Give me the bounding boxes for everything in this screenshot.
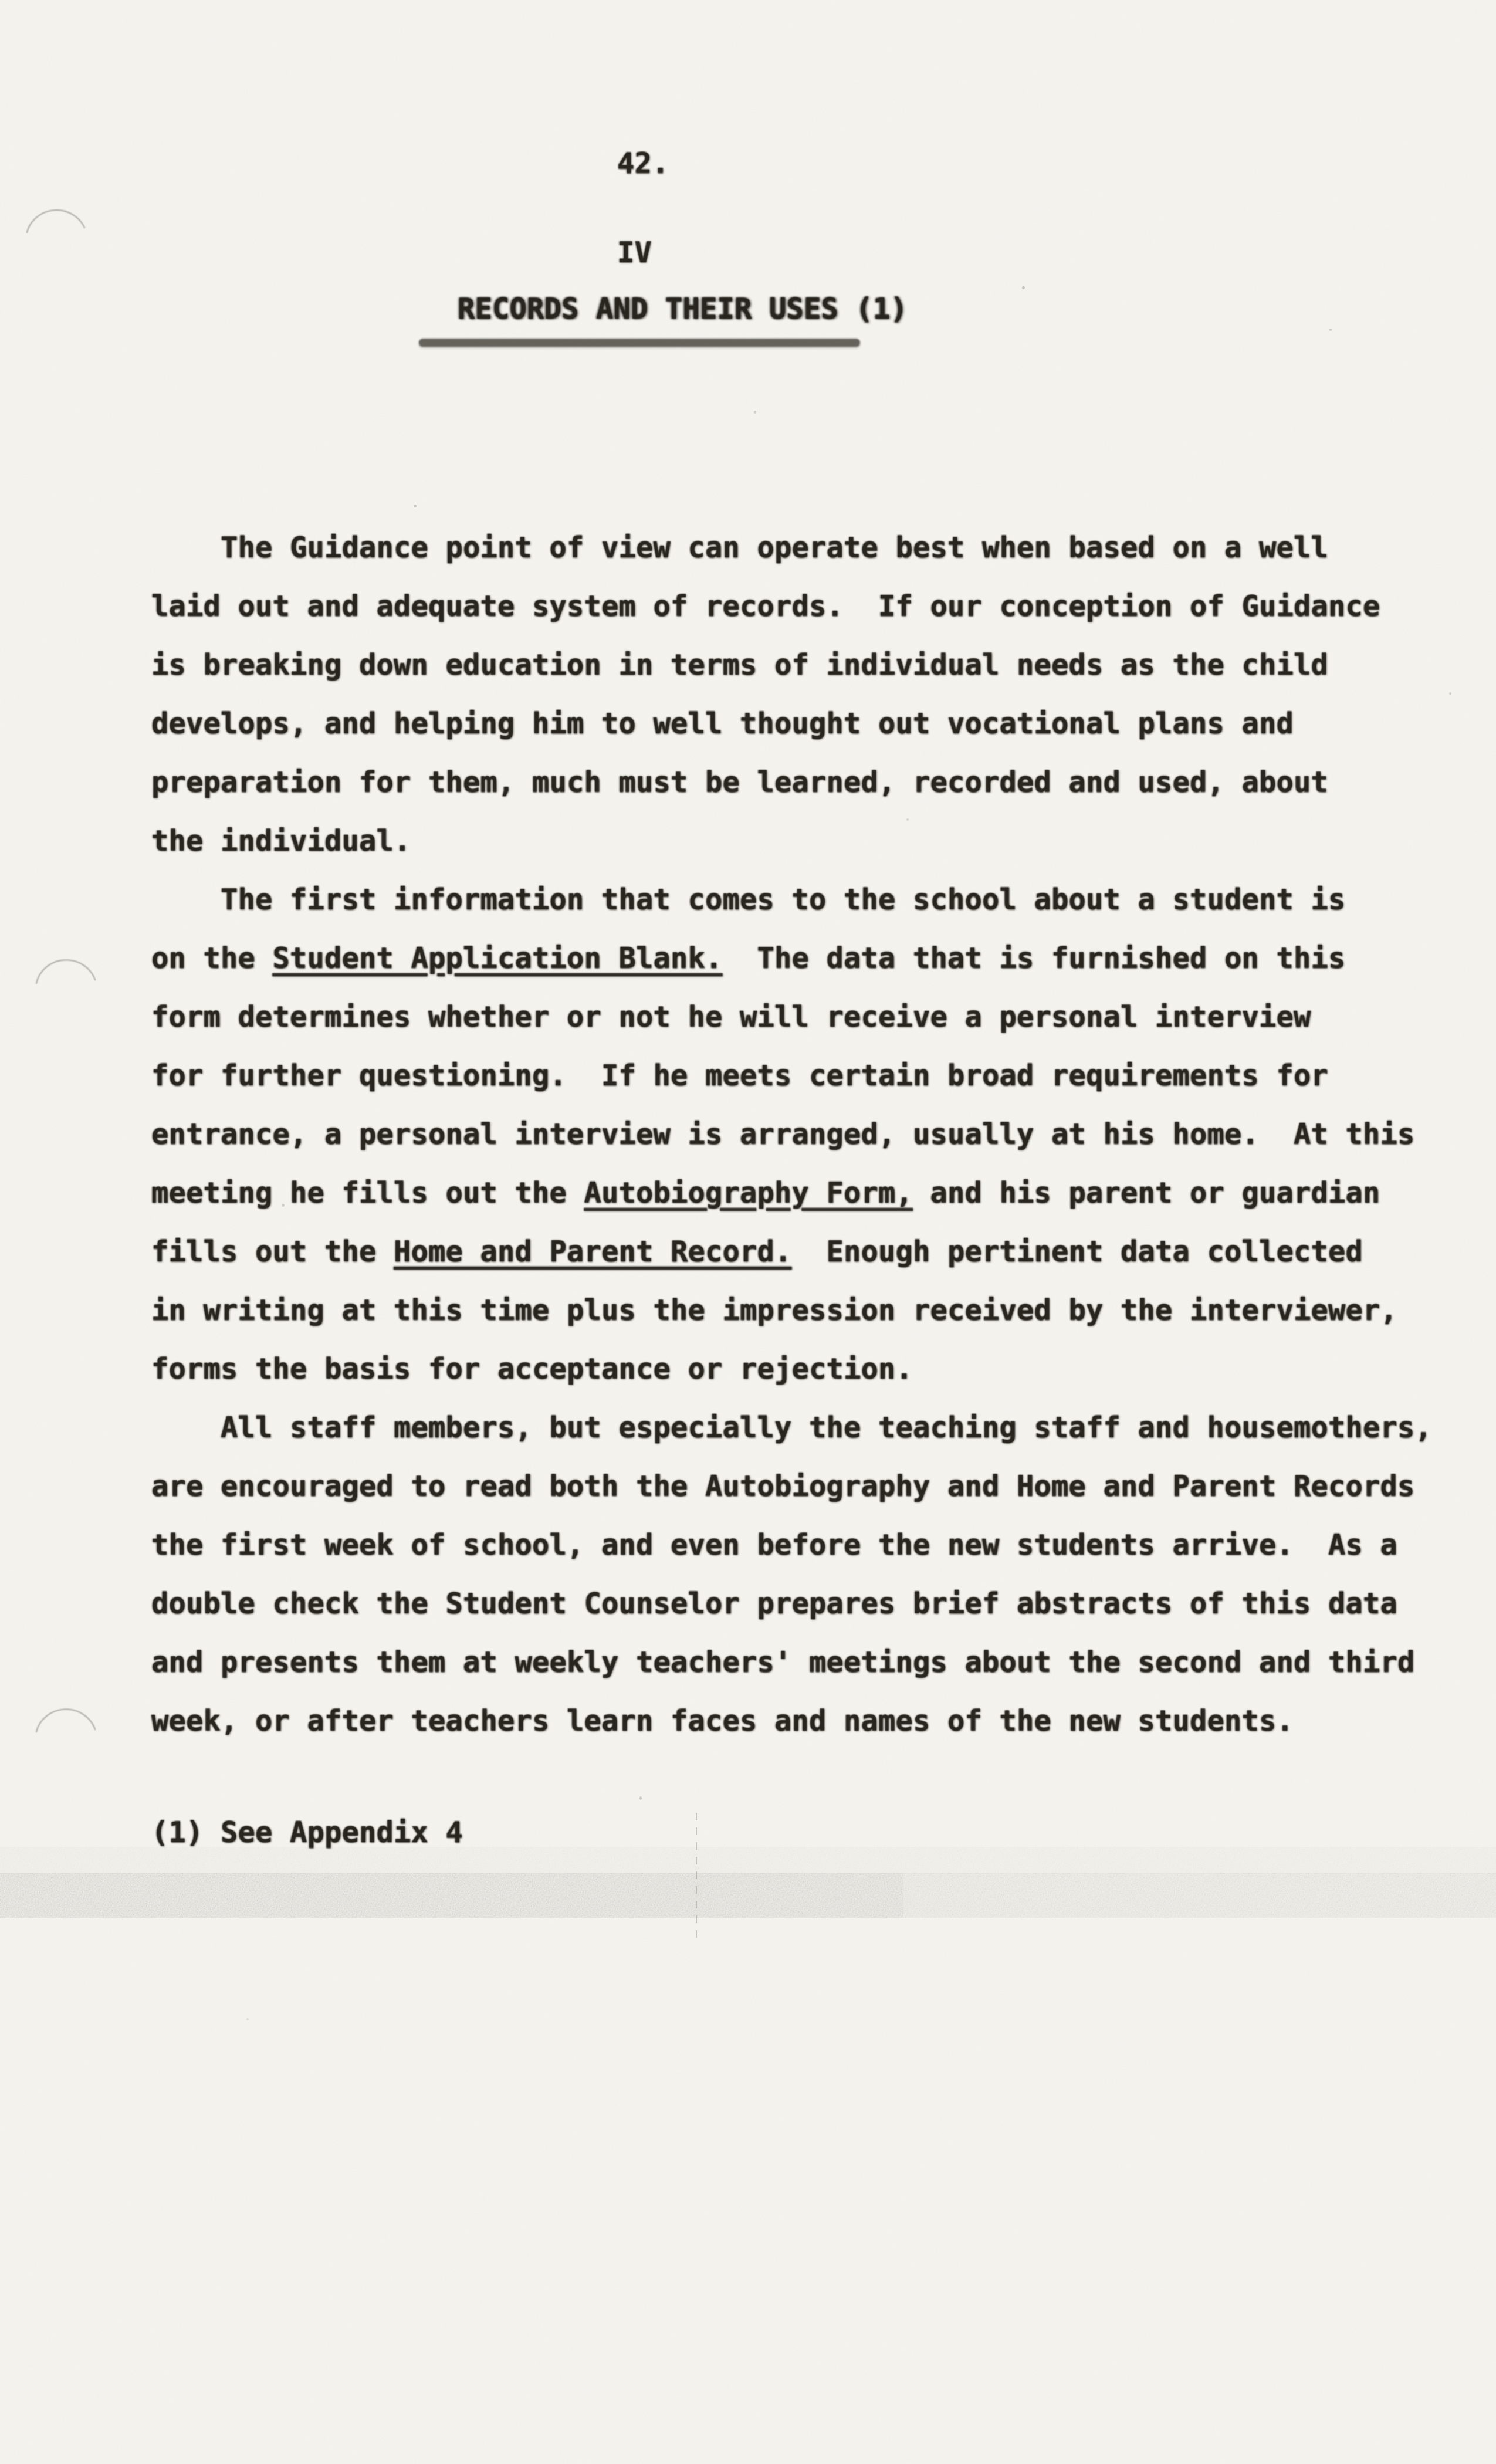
body-line-text: entrance, a personal interview is arranged, usually at his home. At this [151, 1118, 1415, 1151]
title-underline [419, 339, 860, 347]
body-line-text: The data that is furnished on this [722, 942, 1346, 975]
body-line [151, 1692, 1432, 1751]
scan-noise-band [0, 1873, 903, 1918]
underlined-phrase: Autobiography Form, [584, 1176, 913, 1210]
body-line-text: preparation for them, much must be learned, recorded and used, about [151, 766, 1329, 799]
body-line-text: for further questioning. If he meets certain broad requirements for [151, 1059, 1329, 1092]
ink-speck [754, 411, 756, 414]
body-line-text: fills out the [151, 1235, 394, 1268]
body-line-text: the individual. [151, 824, 411, 858]
page-title-footnote-ref: (1) [838, 292, 908, 326]
body-line-text: and presents them at weekly teachers' meetings about the second and third [151, 1646, 1415, 1679]
ink-speck [246, 2018, 249, 2020]
punch-hole-arc [34, 942, 100, 988]
page-title [458, 292, 908, 326]
ink-speck [1449, 692, 1451, 695]
section-numeral: IV [617, 236, 652, 269]
body-line-text: week, or after teachers learn faces and names of the new students. [151, 1704, 1294, 1738]
ink-speck [1329, 329, 1332, 331]
body-line-text: double check the Student Counselor prepares brief abstracts of this data [151, 1587, 1398, 1620]
body-line [151, 1516, 1432, 1575]
footnote: (1) See Appendix 4 [151, 1816, 463, 1849]
body-line [151, 871, 1432, 929]
body-line [151, 988, 1432, 1047]
underlined-phrase: Home and Parent Record. [394, 1235, 792, 1268]
body-line-text: The Guidance point of view can operate best when based on a well [151, 531, 1329, 564]
ink-speck [906, 818, 909, 821]
body-line [151, 1457, 1432, 1516]
body-line [151, 753, 1432, 812]
body-line-text: on the [151, 942, 273, 975]
ink-speck [639, 1796, 642, 1800]
body-line [151, 636, 1432, 695]
body-line-text: All staff members, but especially the teaching staff and housemothers, [151, 1411, 1433, 1444]
body-line [151, 1340, 1432, 1399]
body-text [151, 519, 1432, 1751]
scan-artifact-line [696, 1813, 697, 1943]
scan-noise-band [0, 1873, 1496, 1918]
page-number: 42. [617, 147, 669, 180]
body-line-text: is breaking down education in terms of individual needs as the child [151, 648, 1329, 682]
body-line [151, 1281, 1432, 1340]
body-line-text: the first week of school, and even before the new students arrive. As a [151, 1528, 1398, 1562]
body-line [151, 577, 1432, 636]
body-line [151, 1399, 1432, 1457]
page-title-text: RECORDS AND THEIR USES [458, 292, 839, 326]
body-line [151, 1164, 1432, 1223]
body-line [151, 929, 1432, 988]
body-line-text: laid out and adequate system of records. If our conception of Guidance [151, 590, 1380, 623]
body-line [151, 1633, 1432, 1692]
body-line [151, 812, 1432, 871]
body-line-text: form determines whether or not he will receive a personal interview [151, 1000, 1311, 1034]
body-line [151, 1047, 1432, 1105]
body-line [151, 1105, 1432, 1164]
ink-speck [1022, 286, 1025, 289]
body-line [151, 519, 1432, 577]
body-line-text: and his parent or guardian [913, 1176, 1380, 1210]
ink-speck [282, 1204, 285, 1207]
body-line [151, 1575, 1432, 1633]
punch-hole-arc [34, 1691, 100, 1737]
ink-speck [974, 1540, 976, 1542]
body-line-text: The first information that comes to the school about a student is [151, 883, 1346, 916]
body-line-text: Enough pertinent data collected [791, 1235, 1363, 1268]
body-line-text: forms the basis for acceptance or rejection. [151, 1352, 913, 1386]
body-line [151, 1223, 1432, 1281]
body-line [151, 695, 1432, 753]
underlined-phrase: Student Application Blank. [272, 942, 723, 975]
punch-hole-arc [25, 194, 90, 239]
body-line-text: in writing at this time plus the impression received by the interviewer, [151, 1294, 1398, 1327]
body-line-text: meeting he fills out the [151, 1176, 584, 1210]
body-line-text: are encouraged to read both the Autobiography and Home and Parent Records [151, 1470, 1415, 1503]
ink-speck [414, 505, 417, 507]
body-line-text: develops, and helping him to well thought out vocational plans and [151, 707, 1294, 740]
